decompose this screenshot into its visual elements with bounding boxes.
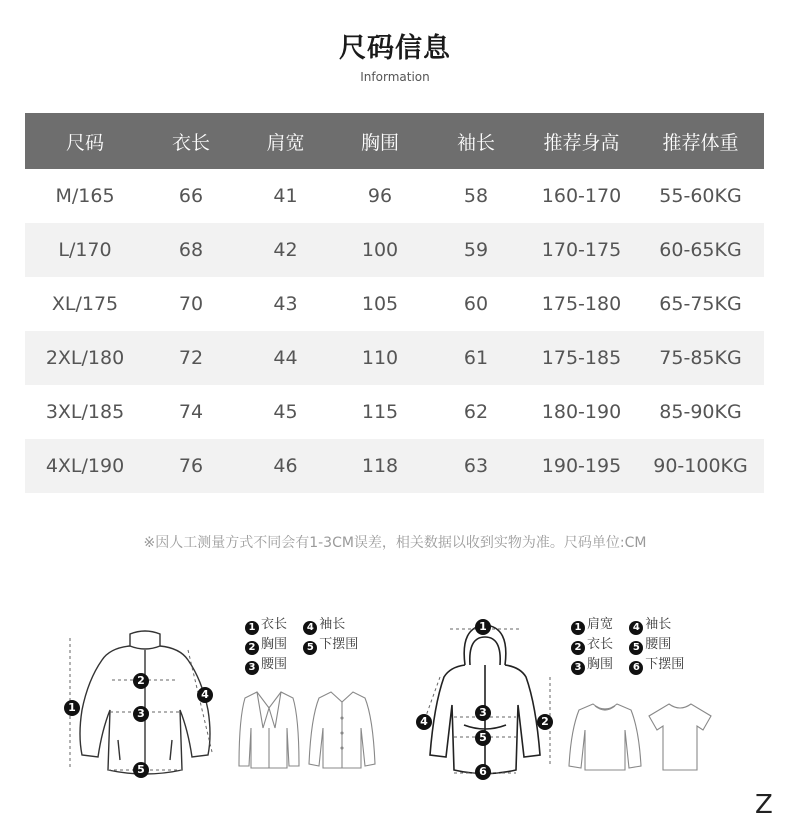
legend-row: 2 衣长 5 腰围 — [571, 633, 671, 655]
marker-4-icon: 4 — [416, 714, 432, 730]
table-cell: 60-65KG — [637, 223, 764, 277]
table-cell: 110 — [334, 331, 426, 385]
marker-3-icon: 3 — [475, 705, 491, 721]
table-cell: 61 — [426, 331, 526, 385]
table-cell: 4XL/190 — [25, 439, 145, 493]
legend-row: 1 肩宽 4 袖长 — [571, 613, 671, 635]
hoodie-measurement-figure — [410, 615, 560, 785]
page-title: 尺码信息 — [339, 33, 451, 64]
table-cell: 170-175 — [526, 223, 637, 277]
column-header: 胸围 — [334, 113, 426, 169]
table-cell: 46 — [237, 439, 334, 493]
table-row — [25, 439, 764, 493]
table-cell: 58 — [463, 185, 489, 207]
table-cell: 43 — [273, 293, 298, 315]
sweatshirt-icon — [565, 700, 645, 772]
marker-3-icon: 3 — [133, 706, 149, 722]
table-cell: 75-85KG — [637, 331, 764, 385]
table-cell: 72 — [145, 331, 237, 385]
marker-6-icon: 6 — [475, 764, 491, 780]
column-header: 尺码 — [25, 113, 145, 169]
table-cell: 59 — [426, 223, 526, 277]
column-header: 衣长 — [145, 113, 237, 169]
legend-row: 3 胸围 6 下摆围 — [571, 653, 684, 675]
table-cell: 60 — [463, 293, 489, 315]
table-row — [25, 277, 764, 331]
table-row — [25, 385, 764, 439]
marker-5-icon: 5 — [475, 730, 491, 746]
legend-row: 2 胸围 5 下摆围 — [245, 633, 358, 655]
marker-2-icon: 2 — [133, 673, 149, 689]
table-cell: 62 — [463, 401, 489, 423]
table-cell: 66 — [178, 185, 204, 207]
table-cell: 100 — [334, 223, 426, 277]
marker-4-icon: 4 — [197, 687, 213, 703]
t-shirt-icon — [645, 700, 715, 772]
table-cell: 76 — [145, 439, 237, 493]
table-cell: 85-90KG — [659, 401, 742, 423]
table-cell: 115 — [361, 401, 399, 423]
table-cell: XL/175 — [51, 293, 119, 315]
marker-1-icon: 1 — [64, 700, 80, 716]
column-header: 袖长 — [426, 113, 526, 169]
table-header-row — [25, 113, 764, 169]
table-row — [25, 331, 764, 385]
table-cell: 3XL/185 — [45, 401, 125, 423]
table-cell: 105 — [361, 293, 399, 315]
table-cell: 63 — [426, 439, 526, 493]
table-cell: L/170 — [25, 223, 145, 277]
table-cell: 55-60KG — [659, 185, 742, 207]
table-cell: 44 — [237, 331, 334, 385]
table-cell: 42 — [237, 223, 334, 277]
table-cell: 68 — [145, 223, 237, 277]
table-cell: 160-170 — [541, 185, 622, 207]
column-header: 推荐身高 — [526, 113, 637, 169]
table-cell: 90-100KG — [637, 439, 764, 493]
table-cell: 190-195 — [526, 439, 637, 493]
table-cell: 41 — [273, 185, 298, 207]
legend-row: 3 腰围 — [245, 653, 287, 675]
measurement-note: ※因人工测量方式不同会有1-3CM误差，相关数据以收到实物为准。尺码单位:CM — [143, 535, 647, 551]
marker-5-icon: 5 — [133, 762, 149, 778]
size-table — [25, 113, 764, 493]
table-cell: 74 — [178, 401, 204, 423]
table-cell: 118 — [334, 439, 426, 493]
suit-jacket-icon — [235, 688, 303, 770]
column-header: 肩宽 — [237, 113, 334, 169]
table-cell: 65-75KG — [659, 293, 742, 315]
table-cell: 96 — [367, 185, 393, 207]
table-row — [25, 169, 764, 223]
marker-1-icon: 1 — [475, 619, 491, 635]
table-cell: M/165 — [55, 185, 115, 207]
table-cell: 175-180 — [541, 293, 622, 315]
marker-2-icon: 2 — [537, 714, 553, 730]
table-cell: 45 — [273, 401, 298, 423]
shirt-icon — [303, 688, 381, 770]
table-cell: 70 — [178, 293, 204, 315]
table-cell: 175-185 — [526, 331, 637, 385]
table-cell: 2XL/180 — [25, 331, 145, 385]
page-subtitle: Information — [360, 70, 430, 84]
table-row — [25, 223, 764, 277]
column-header: 推荐体重 — [637, 113, 764, 169]
legend-row: 1 衣长 4 袖长 — [245, 613, 345, 635]
table-cell: 180-190 — [541, 401, 622, 423]
corner-mark: Z — [755, 790, 773, 820]
